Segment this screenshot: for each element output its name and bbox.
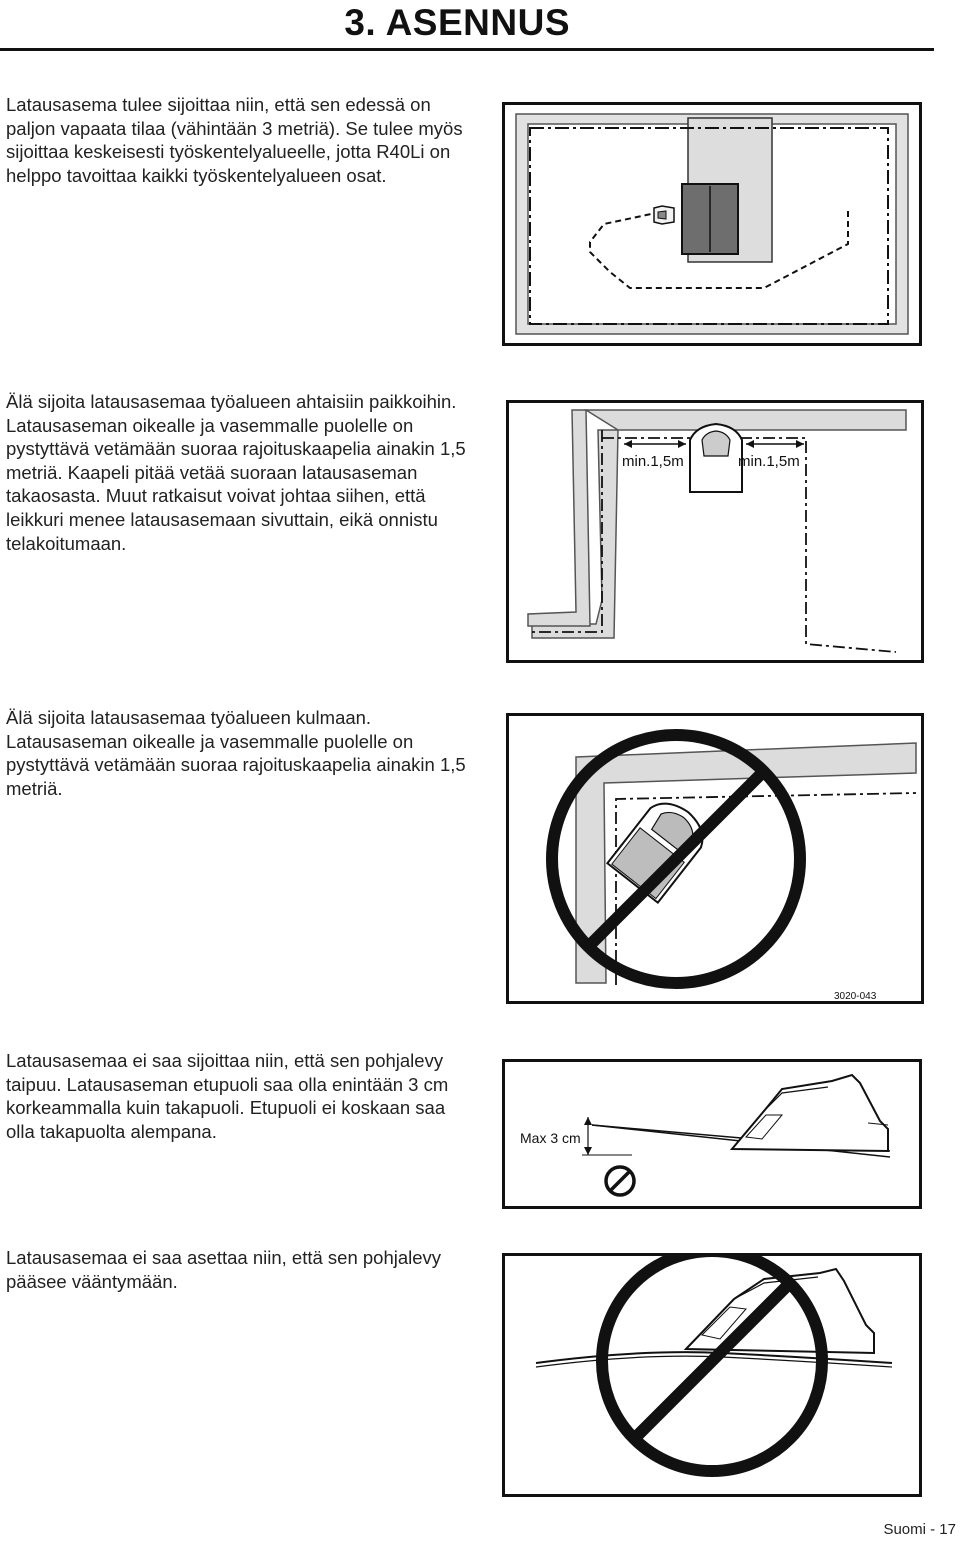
right-distance-label: min.1,5m — [738, 453, 800, 470]
figure-work-area-overview — [502, 102, 922, 346]
figure-no-twist — [502, 1253, 922, 1497]
paragraph-placement-open-space: Latausasema tulee sijoittaa niin, että sen edessä on paljon vapaata tilaa (vähintään 3 metriä). Se tulee myös sijoittaa keskeisesti työskentelyalueelle, jotta R40Li on helppo tavoittaa kaikki työskentelyalueen osat. — [6, 94, 463, 186]
paragraph-avoid-narrow-places: Älä sijoita latausasemaa työalueen ahtaisiin paikkoihin. Latausaseman oikealle ja vasemmalle puolelle on pystyttävä vetämään suoraa rajoituskaapelia ainakin 1,5 metriä. Kaapeli pitää vetää suoraan latausaseman takaosasta. Muut ratkaisut voivat johtaa siihen, että leikkuri menee latausasemaan sivuttain, eikä onnistu telakoitumaan. — [6, 391, 466, 554]
figure-code: 3020-043 — [834, 991, 877, 1002]
figure-min-distance — [506, 400, 926, 664]
paragraph-avoid-corner: Älä sijoita latausasemaa työalueen kulmaan. Latausaseman oikealle ja vasemmalle puolelle on pystyttävä vetämään suoraa rajoituskaapelia ainakin 1,5 metriä. — [6, 707, 466, 799]
page-title: 3. ASENNUS — [344, 2, 570, 43]
figure-no-corner — [506, 713, 926, 1005]
left-distance-label: min.1,5m — [622, 453, 684, 470]
figure-max-slope — [502, 1059, 922, 1209]
paragraph-base-plate-twist: Latausasemaa ei saa asettaa niin, että sen pohjalevy pääsee vääntymään. — [6, 1247, 442, 1292]
page-number: Suomi - 17 — [883, 1521, 956, 1538]
max-height-label: Max 3 cm — [520, 1130, 581, 1146]
header-rule — [0, 48, 934, 51]
paragraph-base-plate-bend: Latausasemaa ei saa sijoittaa niin, että sen pohjalevy taipuu. Latausaseman etupuoli saa olla enintään 3 cm korkeammalla kuin takapuoli. Etupuoli ei koskaan saa olla takapuolta alempana. — [6, 1050, 449, 1142]
